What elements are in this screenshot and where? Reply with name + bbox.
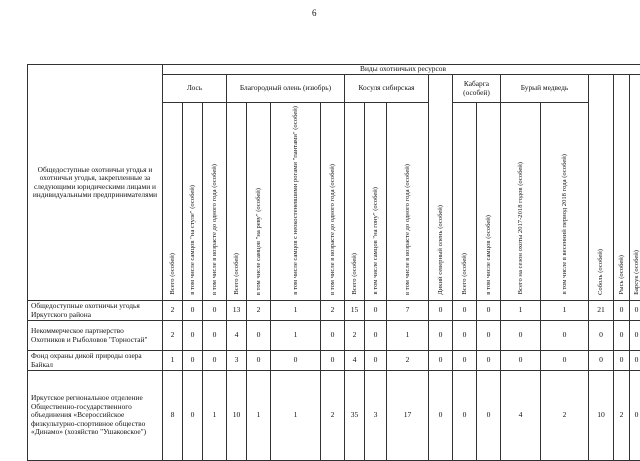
table-cell: 1: [541, 301, 589, 321]
table-cell: 0: [477, 301, 501, 321]
table-cell: 0: [183, 371, 203, 461]
group-sable: Соболь (особей): [589, 75, 614, 301]
group-elk: Лось: [163, 75, 227, 103]
table-cell: 0: [183, 321, 203, 351]
subheader-musk-males: в том числе самцов (особей): [477, 103, 501, 301]
row-org-name: Общедоступные охотничьи угодья Иркутского района: [28, 301, 163, 321]
table-cell: 0: [630, 371, 640, 461]
hunting-resources-table: [27, 64, 640, 461]
subheader-elk-males: в том числе самцов "на стуле" (особей): [183, 103, 203, 301]
row-org-name: Фонд охраны дикой природы озера Байкал: [28, 351, 163, 371]
group-musk-deer: Кабарга (особей): [453, 75, 501, 103]
table-cell: 0: [429, 321, 453, 351]
table-cell: 0: [630, 321, 640, 351]
table-cell: 2: [387, 351, 429, 371]
table-cell: 0: [271, 351, 321, 371]
table-row: [28, 371, 640, 461]
table-cell: 2: [163, 321, 183, 351]
table-cell: 0: [477, 321, 501, 351]
table-cell: 17: [387, 371, 429, 461]
subheader-deer-young: в том числе в возрасте до одного года (особей): [321, 103, 345, 301]
table-cell: 0: [589, 351, 614, 371]
table-cell: 0: [589, 321, 614, 351]
table-cell: 21: [589, 301, 614, 321]
table-cell: 0: [429, 301, 453, 321]
table-cell: 0: [453, 371, 477, 461]
table-cell: 0: [365, 351, 387, 371]
table-cell: 1: [387, 321, 429, 351]
subheader-elk-total: Всего (особей): [163, 103, 183, 301]
group-roe-deer: Косуля сибирская: [345, 75, 429, 103]
table-cell: 0: [429, 371, 453, 461]
table-cell: 4: [501, 371, 541, 461]
table-cell: 0: [203, 351, 227, 371]
subheader-deer-males: в том числе самцов "на реву" (особей): [247, 103, 271, 301]
table-cell: 0: [614, 301, 630, 321]
table-cell: 10: [589, 371, 614, 461]
table-cell: 0: [453, 321, 477, 351]
table-cell: 0: [321, 351, 345, 371]
table-cell: 2: [321, 371, 345, 461]
subheader-deer-antlers: в том числе самцов с неокостеневшими рогами "пантами" (особей): [271, 103, 321, 301]
table-cell: 0: [630, 301, 640, 321]
table-cell: 0: [614, 351, 630, 371]
table-cell: 0: [630, 351, 640, 371]
group-badger: Барсук (особей): [630, 75, 640, 301]
table-cell: 0: [321, 321, 345, 351]
table-cell: 0: [453, 301, 477, 321]
table-cell: 0: [247, 351, 271, 371]
table-cell: 0: [365, 321, 387, 351]
table-cell: 1: [163, 351, 183, 371]
table-cell: 0: [501, 321, 541, 351]
table-cell: 0: [203, 301, 227, 321]
table-cell: 8: [163, 371, 183, 461]
table-cell: 10: [227, 371, 247, 461]
table-cell: 3: [227, 351, 247, 371]
table-cell: 1: [271, 321, 321, 351]
table-cell: 13: [227, 301, 247, 321]
subheader-bear-season: Всего на сезон охоты 2017-2018 годов (особей): [501, 103, 541, 301]
table-cell: 4: [345, 351, 365, 371]
subheader-roe-males: в том числе самцов "на гону" (особей): [365, 103, 387, 301]
table-cell: 0: [501, 351, 541, 371]
table-cell: 3: [365, 371, 387, 461]
table-cell: 4: [227, 321, 247, 351]
table-cell: 2: [541, 371, 589, 461]
subheader-elk-young: в том числе в возрасте до одного года (особей): [203, 103, 227, 301]
table-cell: 7: [387, 301, 429, 321]
table-cell: 0: [541, 321, 589, 351]
subheader-roe-total: Всего (особей): [345, 103, 365, 301]
page-number: 6: [312, 8, 317, 18]
table-row: [28, 351, 640, 371]
table-cell: 0: [183, 351, 203, 371]
table-cell: 2: [247, 301, 271, 321]
table-cell: 1: [203, 371, 227, 461]
table-cell: 2: [163, 301, 183, 321]
subheader-roe-young: в том числе в возрасте до одного года (особей): [387, 103, 429, 301]
table-cell: 0: [541, 351, 589, 371]
table-cell: 0: [614, 321, 630, 351]
group-red-deer: Благородный олень (изюбрь): [227, 75, 345, 103]
table-cell: 35: [345, 371, 365, 461]
group-reindeer: Дикий северный олень (особей): [429, 75, 453, 301]
table-cell: 1: [271, 371, 321, 461]
table-cell: 0: [477, 371, 501, 461]
group-brown-bear: Бурый медведь: [501, 75, 589, 103]
table-row: [28, 301, 640, 321]
group-lynx: Рысь (особей): [614, 75, 630, 301]
table-cell: 0: [429, 351, 453, 371]
table-cell: 0: [477, 351, 501, 371]
table-cell: 2: [614, 371, 630, 461]
table-cell: 1: [247, 371, 271, 461]
subheader-deer-total: Всего (особей): [227, 103, 247, 301]
table-cell: 0: [453, 351, 477, 371]
org-column-header: Общедоступные охотничьи угодья и охотничьи угодья, закрепленные за следующими юридическими лицами и индивидуальными предпринимателями: [28, 65, 163, 301]
subheader-bear-spring: в том числе в весенний период 2018 года (особей): [541, 103, 589, 301]
row-org-name: Некоммерческое партнерство Охотников и Рыболовов "Горностай": [28, 321, 163, 351]
table-cell: 2: [321, 301, 345, 321]
resources-header: Виды охотничьих ресурсов: [163, 65, 640, 75]
table-cell: 1: [501, 301, 541, 321]
table-cell: 15: [345, 301, 365, 321]
table-cell: 2: [345, 321, 365, 351]
table-cell: 0: [365, 301, 387, 321]
subheader-musk-total: Всего (особей): [453, 103, 477, 301]
table-cell: 0: [247, 321, 271, 351]
row-org-name: Иркутское региональное отделение Общественно-государственного объединения «Всероссийское физкультурно-спортивное общество «Динамо» (хозяйство "Ушаковское"): [28, 371, 163, 461]
table-cell: 1: [271, 301, 321, 321]
table-cell: 0: [203, 321, 227, 351]
table-cell: 0: [183, 301, 203, 321]
table-row: [28, 321, 640, 351]
